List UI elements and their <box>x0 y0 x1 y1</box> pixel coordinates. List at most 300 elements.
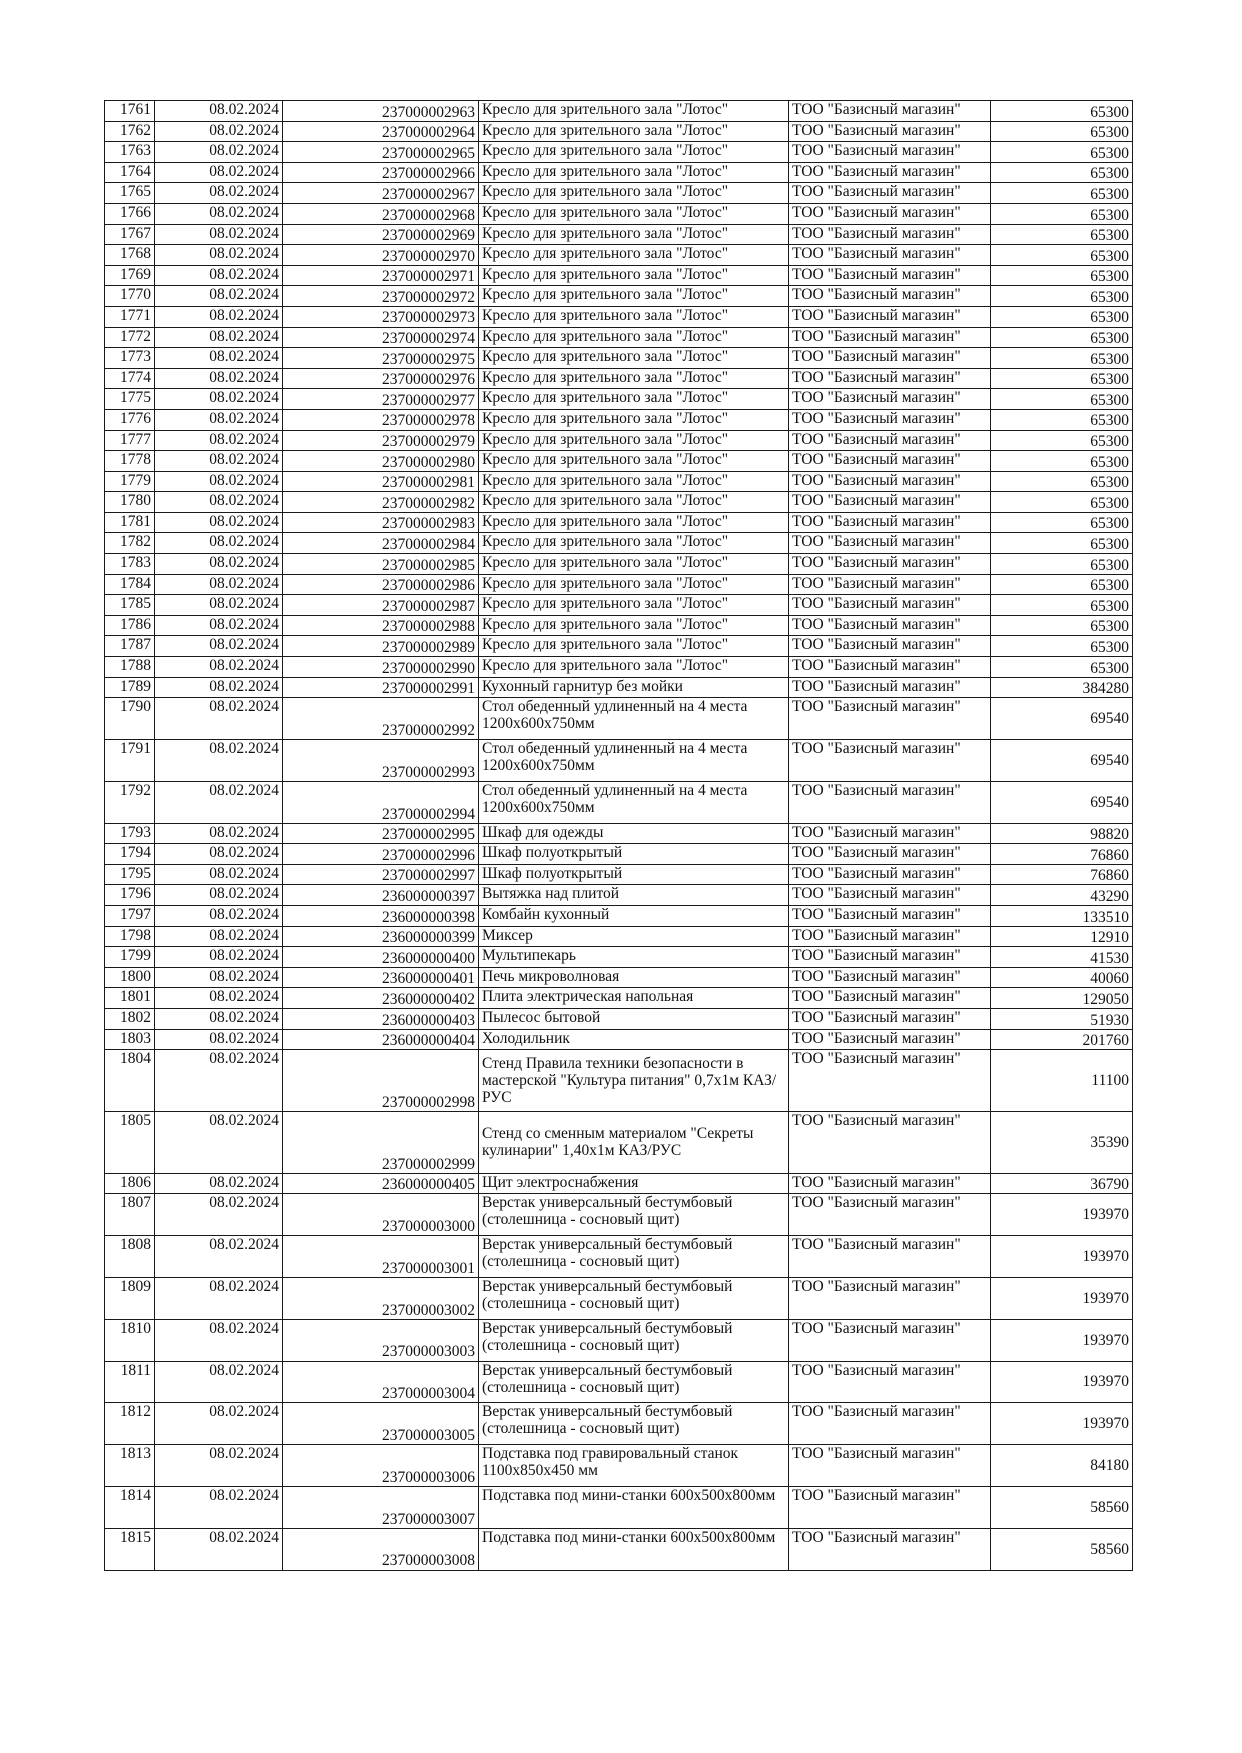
row-number: 1774 <box>105 368 155 389</box>
row-date: 08.02.2024 <box>155 1528 283 1570</box>
row-date: 08.02.2024 <box>155 698 283 740</box>
supplier-name: ТОО "Базисный магазин" <box>789 1277 991 1319</box>
row-date: 08.02.2024 <box>155 203 283 224</box>
supplier-name: ТОО "Базисный магазин" <box>789 636 991 657</box>
supplier-name: ТОО "Базисный магазин" <box>789 409 991 430</box>
row-number: 1800 <box>105 967 155 988</box>
item-amount: 76860 <box>991 864 1133 885</box>
item-amount: 193970 <box>991 1277 1133 1319</box>
table-row <box>105 595 1133 616</box>
item-amount: 201760 <box>991 1029 1133 1050</box>
supplier-name: ТОО "Базисный магазин" <box>789 101 991 122</box>
inventory-number: 237000002990 <box>283 657 479 678</box>
row-number: 1806 <box>105 1173 155 1194</box>
item-amount: 51930 <box>991 1008 1133 1029</box>
item-amount: 65300 <box>991 327 1133 348</box>
item-name: Кресло для зрительного зала "Лотос" <box>479 389 789 410</box>
supplier-name: ТОО "Базисный магазин" <box>789 286 991 307</box>
item-amount: 12910 <box>991 926 1133 947</box>
item-name: Кресло для зрительного зала "Лотос" <box>479 327 789 348</box>
row-number: 1804 <box>105 1050 155 1112</box>
supplier-name: ТОО "Базисный магазин" <box>789 677 991 698</box>
table-row <box>105 1528 1133 1570</box>
table-row <box>105 348 1133 369</box>
supplier-name: ТОО "Базисный магазин" <box>789 574 991 595</box>
row-number: 1785 <box>105 595 155 616</box>
row-date: 08.02.2024 <box>155 823 283 844</box>
inventory-number: 237000002985 <box>283 554 479 575</box>
supplier-name: ТОО "Базисный магазин" <box>789 657 991 678</box>
item-amount: 84180 <box>991 1445 1133 1487</box>
inventory-number: 237000003006 <box>283 1445 479 1487</box>
item-name: Кресло для зрительного зала "Лотос" <box>479 203 789 224</box>
table-row <box>105 947 1133 968</box>
item-amount: 65300 <box>991 533 1133 554</box>
supplier-name: ТОО "Базисный магазин" <box>789 327 991 348</box>
item-name: Кресло для зрительного зала "Лотос" <box>479 636 789 657</box>
supplier-name: ТОО "Базисный магазин" <box>789 823 991 844</box>
row-number: 1770 <box>105 286 155 307</box>
item-name: Стенд со сменным материалом "Секреты кулинарии" 1,40х1м КАЗ/РУС <box>479 1111 789 1173</box>
row-date: 08.02.2024 <box>155 677 283 698</box>
table-row <box>105 1173 1133 1194</box>
inventory-number: 237000003000 <box>283 1194 479 1236</box>
inventory-number: 236000000400 <box>283 947 479 968</box>
inventory-number: 237000002998 <box>283 1050 479 1112</box>
item-amount: 65300 <box>991 286 1133 307</box>
row-number: 1811 <box>105 1361 155 1403</box>
item-amount: 65300 <box>991 430 1133 451</box>
item-amount: 69540 <box>991 698 1133 740</box>
row-date: 08.02.2024 <box>155 1029 283 1050</box>
row-date: 08.02.2024 <box>155 389 283 410</box>
row-date: 08.02.2024 <box>155 265 283 286</box>
row-number: 1777 <box>105 430 155 451</box>
row-date: 08.02.2024 <box>155 947 283 968</box>
item-amount: 384280 <box>991 677 1133 698</box>
item-name: Кресло для зрительного зала "Лотос" <box>479 368 789 389</box>
table-row <box>105 245 1133 266</box>
row-number: 1807 <box>105 1194 155 1236</box>
supplier-name: ТОО "Базисный магазин" <box>789 615 991 636</box>
row-date: 08.02.2024 <box>155 306 283 327</box>
item-amount: 35390 <box>991 1111 1133 1173</box>
row-number: 1781 <box>105 512 155 533</box>
supplier-name: ТОО "Базисный магазин" <box>789 595 991 616</box>
row-date: 08.02.2024 <box>155 162 283 183</box>
row-number: 1761 <box>105 101 155 122</box>
item-name: Стол обеденный удлиненный на 4 места 1200х600х750мм <box>479 740 789 782</box>
row-date: 08.02.2024 <box>155 1319 283 1361</box>
row-number: 1805 <box>105 1111 155 1173</box>
row-number: 1813 <box>105 1445 155 1487</box>
item-name: Мультипекарь <box>479 947 789 968</box>
row-number: 1782 <box>105 533 155 554</box>
supplier-name: ТОО "Базисный магазин" <box>789 1528 991 1570</box>
supplier-name: ТОО "Базисный магазин" <box>789 1173 991 1194</box>
row-date: 08.02.2024 <box>155 781 283 823</box>
inventory-number: 236000000398 <box>283 905 479 926</box>
table-row <box>105 574 1133 595</box>
row-number: 1798 <box>105 926 155 947</box>
inventory-number: 237000002984 <box>283 533 479 554</box>
table-row <box>105 224 1133 245</box>
item-name: Шкаф полуоткрытый <box>479 844 789 865</box>
supplier-name: ТОО "Базисный магазин" <box>789 389 991 410</box>
inventory-number: 237000002975 <box>283 348 479 369</box>
table-row <box>105 492 1133 513</box>
item-amount: 65300 <box>991 245 1133 266</box>
row-number: 1794 <box>105 844 155 865</box>
row-date: 08.02.2024 <box>155 1173 283 1194</box>
row-number: 1768 <box>105 245 155 266</box>
inventory-number: 237000002986 <box>283 574 479 595</box>
supplier-name: ТОО "Базисный магазин" <box>789 121 991 142</box>
table-row <box>105 885 1133 906</box>
row-number: 1796 <box>105 885 155 906</box>
supplier-name: ТОО "Базисный магазин" <box>789 245 991 266</box>
item-amount: 65300 <box>991 451 1133 472</box>
item-name: Кресло для зрительного зала "Лотос" <box>479 451 789 472</box>
supplier-name: ТОО "Базисный магазин" <box>789 905 991 926</box>
row-number: 1803 <box>105 1029 155 1050</box>
item-name: Вытяжка над плитой <box>479 885 789 906</box>
row-date: 08.02.2024 <box>155 1111 283 1173</box>
row-number: 1773 <box>105 348 155 369</box>
supplier-name: ТОО "Базисный магазин" <box>789 1050 991 1112</box>
item-name: Кресло для зрительного зала "Лотос" <box>479 245 789 266</box>
item-amount: 65300 <box>991 389 1133 410</box>
row-date: 08.02.2024 <box>155 492 283 513</box>
inventory-number: 237000002982 <box>283 492 479 513</box>
item-amount: 43290 <box>991 885 1133 906</box>
table-row <box>105 677 1133 698</box>
inventory-number: 237000003008 <box>283 1528 479 1570</box>
row-date: 08.02.2024 <box>155 451 283 472</box>
inventory-number: 237000002996 <box>283 844 479 865</box>
item-name: Кресло для зрительного зала "Лотос" <box>479 224 789 245</box>
supplier-name: ТОО "Базисный магазин" <box>789 885 991 906</box>
item-name: Кресло для зрительного зала "Лотос" <box>479 657 789 678</box>
table-row <box>105 657 1133 678</box>
row-date: 08.02.2024 <box>155 1486 283 1528</box>
item-amount: 65300 <box>991 595 1133 616</box>
supplier-name: ТОО "Базисный магазин" <box>789 1403 991 1445</box>
table-row <box>105 306 1133 327</box>
item-name: Кресло для зрительного зала "Лотос" <box>479 615 789 636</box>
inventory-number: 237000002973 <box>283 306 479 327</box>
item-amount: 65300 <box>991 348 1133 369</box>
row-date: 08.02.2024 <box>155 615 283 636</box>
table-row <box>105 327 1133 348</box>
item-amount: 76860 <box>991 844 1133 865</box>
row-number: 1765 <box>105 183 155 204</box>
item-name: Кресло для зрительного зала "Лотос" <box>479 121 789 142</box>
item-name: Кресло для зрительного зала "Лотос" <box>479 512 789 533</box>
inventory-number: 236000000402 <box>283 988 479 1009</box>
supplier-name: ТОО "Базисный магазин" <box>789 1236 991 1278</box>
inventory-number: 236000000397 <box>283 885 479 906</box>
item-amount: 65300 <box>991 368 1133 389</box>
item-amount: 11100 <box>991 1050 1133 1112</box>
table-row <box>105 926 1133 947</box>
item-name: Миксер <box>479 926 789 947</box>
table-row <box>105 781 1133 823</box>
inventory-number: 237000002969 <box>283 224 479 245</box>
item-amount: 65300 <box>991 636 1133 657</box>
table-row <box>105 967 1133 988</box>
item-amount: 65300 <box>991 183 1133 204</box>
table-row <box>105 162 1133 183</box>
row-number: 1814 <box>105 1486 155 1528</box>
inventory-number: 237000002988 <box>283 615 479 636</box>
table-row <box>105 389 1133 410</box>
item-amount: 65300 <box>991 615 1133 636</box>
item-amount: 65300 <box>991 657 1133 678</box>
row-date: 08.02.2024 <box>155 905 283 926</box>
supplier-name: ТОО "Базисный магазин" <box>789 512 991 533</box>
row-number: 1763 <box>105 142 155 163</box>
item-name: Подставка под мини-станки 600х500х800мм <box>479 1486 789 1528</box>
row-date: 08.02.2024 <box>155 245 283 266</box>
supplier-name: ТОО "Базисный магазин" <box>789 306 991 327</box>
inventory-number: 237000002994 <box>283 781 479 823</box>
supplier-name: ТОО "Базисный магазин" <box>789 1486 991 1528</box>
item-amount: 193970 <box>991 1361 1133 1403</box>
item-name: Кресло для зрительного зала "Лотос" <box>479 595 789 616</box>
inventory-number: 237000002967 <box>283 183 479 204</box>
table-row <box>105 1236 1133 1278</box>
item-name: Кресло для зрительного зала "Лотос" <box>479 492 789 513</box>
row-date: 08.02.2024 <box>155 657 283 678</box>
inventory-number: 237000002997 <box>283 864 479 885</box>
item-name: Верстак универсальный бестумбовый (столешница - сосновый щит) <box>479 1277 789 1319</box>
row-date: 08.02.2024 <box>155 430 283 451</box>
row-date: 08.02.2024 <box>155 988 283 1009</box>
item-name: Печь микроволновая <box>479 967 789 988</box>
item-name: Кресло для зрительного зала "Лотос" <box>479 101 789 122</box>
inventory-number: 237000002989 <box>283 636 479 657</box>
item-amount: 65300 <box>991 162 1133 183</box>
inventory-number: 236000000401 <box>283 967 479 988</box>
item-amount: 65300 <box>991 203 1133 224</box>
row-number: 1809 <box>105 1277 155 1319</box>
row-date: 08.02.2024 <box>155 574 283 595</box>
item-amount: 193970 <box>991 1236 1133 1278</box>
row-number: 1772 <box>105 327 155 348</box>
supplier-name: ТОО "Базисный магазин" <box>789 224 991 245</box>
table-row <box>105 698 1133 740</box>
row-date: 08.02.2024 <box>155 224 283 245</box>
row-date: 08.02.2024 <box>155 183 283 204</box>
row-date: 08.02.2024 <box>155 286 283 307</box>
item-amount: 98820 <box>991 823 1133 844</box>
inventory-number: 237000002965 <box>283 142 479 163</box>
inventory-number: 236000000405 <box>283 1173 479 1194</box>
item-name: Верстак универсальный бестумбовый (столешница - сосновый щит) <box>479 1236 789 1278</box>
item-name: Кресло для зрительного зала "Лотос" <box>479 306 789 327</box>
item-name: Кресло для зрительного зала "Лотос" <box>479 430 789 451</box>
item-name: Стол обеденный удлиненный на 4 места 1200х600х750мм <box>479 698 789 740</box>
item-name: Кресло для зрительного зала "Лотос" <box>479 162 789 183</box>
row-date: 08.02.2024 <box>155 864 283 885</box>
row-number: 1790 <box>105 698 155 740</box>
supplier-name: ТОО "Базисный магазин" <box>789 988 991 1009</box>
item-amount: 65300 <box>991 224 1133 245</box>
row-number: 1799 <box>105 947 155 968</box>
inventory-number: 237000003004 <box>283 1361 479 1403</box>
row-number: 1793 <box>105 823 155 844</box>
row-number: 1776 <box>105 409 155 430</box>
item-name: Верстак универсальный бестумбовый (столешница - сосновый щит) <box>479 1361 789 1403</box>
inventory-number: 237000002993 <box>283 740 479 782</box>
row-date: 08.02.2024 <box>155 1277 283 1319</box>
inventory-number: 237000003002 <box>283 1277 479 1319</box>
item-name: Стол обеденный удлиненный на 4 места 1200х600х750мм <box>479 781 789 823</box>
supplier-name: ТОО "Базисный магазин" <box>789 492 991 513</box>
row-number: 1792 <box>105 781 155 823</box>
item-amount: 193970 <box>991 1194 1133 1236</box>
row-date: 08.02.2024 <box>155 1008 283 1029</box>
table-row <box>105 265 1133 286</box>
supplier-name: ТОО "Базисный магазин" <box>789 967 991 988</box>
item-amount: 65300 <box>991 265 1133 286</box>
table-row <box>105 636 1133 657</box>
inventory-number: 237000002968 <box>283 203 479 224</box>
supplier-name: ТОО "Базисный магазин" <box>789 698 991 740</box>
row-date: 08.02.2024 <box>155 967 283 988</box>
item-name: Подставка под гравировальный станок 1100х850х450 мм <box>479 1445 789 1487</box>
inventory-number: 237000002981 <box>283 471 479 492</box>
row-date: 08.02.2024 <box>155 926 283 947</box>
item-name: Верстак универсальный бестумбовый (столешница - сосновый щит) <box>479 1194 789 1236</box>
row-date: 08.02.2024 <box>155 533 283 554</box>
item-amount: 58560 <box>991 1528 1133 1570</box>
table-row <box>105 286 1133 307</box>
item-name: Стенд Правила техники безопасности в мастерской "Культура питания" 0,7х1м КАЗ/РУС <box>479 1050 789 1112</box>
row-number: 1802 <box>105 1008 155 1029</box>
table-row <box>105 905 1133 926</box>
inventory-number: 237000002970 <box>283 245 479 266</box>
table-row <box>105 1361 1133 1403</box>
item-amount: 40060 <box>991 967 1133 988</box>
table-row <box>105 430 1133 451</box>
supplier-name: ТОО "Базисный магазин" <box>789 203 991 224</box>
row-number: 1797 <box>105 905 155 926</box>
row-number: 1812 <box>105 1403 155 1445</box>
table-row <box>105 183 1133 204</box>
supplier-name: ТОО "Базисный магазин" <box>789 864 991 885</box>
row-date: 08.02.2024 <box>155 409 283 430</box>
table-row <box>105 1008 1133 1029</box>
item-amount: 36790 <box>991 1173 1133 1194</box>
item-name: Кресло для зрительного зала "Лотос" <box>479 286 789 307</box>
row-date: 08.02.2024 <box>155 368 283 389</box>
table-row <box>105 1319 1133 1361</box>
row-date: 08.02.2024 <box>155 1445 283 1487</box>
table-row <box>105 844 1133 865</box>
inventory-number: 237000002971 <box>283 265 479 286</box>
inventory-number: 237000002991 <box>283 677 479 698</box>
supplier-name: ТОО "Базисный магазин" <box>789 1029 991 1050</box>
row-number: 1815 <box>105 1528 155 1570</box>
row-number: 1783 <box>105 554 155 575</box>
row-number: 1766 <box>105 203 155 224</box>
item-amount: 129050 <box>991 988 1133 1009</box>
supplier-name: ТОО "Базисный магазин" <box>789 368 991 389</box>
item-name: Верстак универсальный бестумбовый (столешница - сосновый щит) <box>479 1403 789 1445</box>
table-row <box>105 823 1133 844</box>
item-name: Пылесос бытовой <box>479 1008 789 1029</box>
supplier-name: ТОО "Базисный магазин" <box>789 740 991 782</box>
row-date: 08.02.2024 <box>155 1050 283 1112</box>
item-amount: 133510 <box>991 905 1133 926</box>
row-number: 1771 <box>105 306 155 327</box>
table-row <box>105 471 1133 492</box>
row-number: 1764 <box>105 162 155 183</box>
table-row <box>105 142 1133 163</box>
row-date: 08.02.2024 <box>155 101 283 122</box>
row-number: 1801 <box>105 988 155 1009</box>
item-amount: 65300 <box>991 121 1133 142</box>
item-amount: 65300 <box>991 574 1133 595</box>
inventory-number: 237000002992 <box>283 698 479 740</box>
item-amount: 65300 <box>991 142 1133 163</box>
inventory-number: 237000002983 <box>283 512 479 533</box>
row-date: 08.02.2024 <box>155 1194 283 1236</box>
supplier-name: ТОО "Базисный магазин" <box>789 142 991 163</box>
supplier-name: ТОО "Базисный магазин" <box>789 451 991 472</box>
row-number: 1778 <box>105 451 155 472</box>
table-row <box>105 864 1133 885</box>
item-name: Холодильник <box>479 1029 789 1050</box>
item-name: Кресло для зрительного зала "Лотос" <box>479 471 789 492</box>
inventory-number: 237000003001 <box>283 1236 479 1278</box>
table-row <box>105 533 1133 554</box>
inventory-number: 237000002972 <box>283 286 479 307</box>
table-row <box>105 1050 1133 1112</box>
supplier-name: ТОО "Базисный магазин" <box>789 1008 991 1029</box>
inventory-number: 237000003003 <box>283 1319 479 1361</box>
row-date: 08.02.2024 <box>155 844 283 865</box>
row-number: 1784 <box>105 574 155 595</box>
item-name: Кухонный гарнитур без мойки <box>479 677 789 698</box>
supplier-name: ТОО "Базисный магазин" <box>789 844 991 865</box>
item-name: Кресло для зрительного зала "Лотос" <box>479 533 789 554</box>
table-row <box>105 554 1133 575</box>
table-row <box>105 409 1133 430</box>
row-number: 1795 <box>105 864 155 885</box>
inventory-register-table <box>104 100 1133 1571</box>
row-number: 1779 <box>105 471 155 492</box>
item-name: Верстак универсальный бестумбовый (столешница - сосновый щит) <box>479 1319 789 1361</box>
row-date: 08.02.2024 <box>155 1403 283 1445</box>
table-row <box>105 1403 1133 1445</box>
inventory-number: 237000002978 <box>283 409 479 430</box>
row-date: 08.02.2024 <box>155 885 283 906</box>
supplier-name: ТОО "Базисный магазин" <box>789 1361 991 1403</box>
row-date: 08.02.2024 <box>155 595 283 616</box>
row-date: 08.02.2024 <box>155 1236 283 1278</box>
item-name: Кресло для зрительного зала "Лотос" <box>479 574 789 595</box>
row-date: 08.02.2024 <box>155 512 283 533</box>
item-name: Кресло для зрительного зала "Лотос" <box>479 409 789 430</box>
item-name: Плита электрическая напольная <box>479 988 789 1009</box>
item-name: Шкаф полуоткрытый <box>479 864 789 885</box>
supplier-name: ТОО "Базисный магазин" <box>789 430 991 451</box>
row-number: 1788 <box>105 657 155 678</box>
item-name: Кресло для зрительного зала "Лотос" <box>479 265 789 286</box>
